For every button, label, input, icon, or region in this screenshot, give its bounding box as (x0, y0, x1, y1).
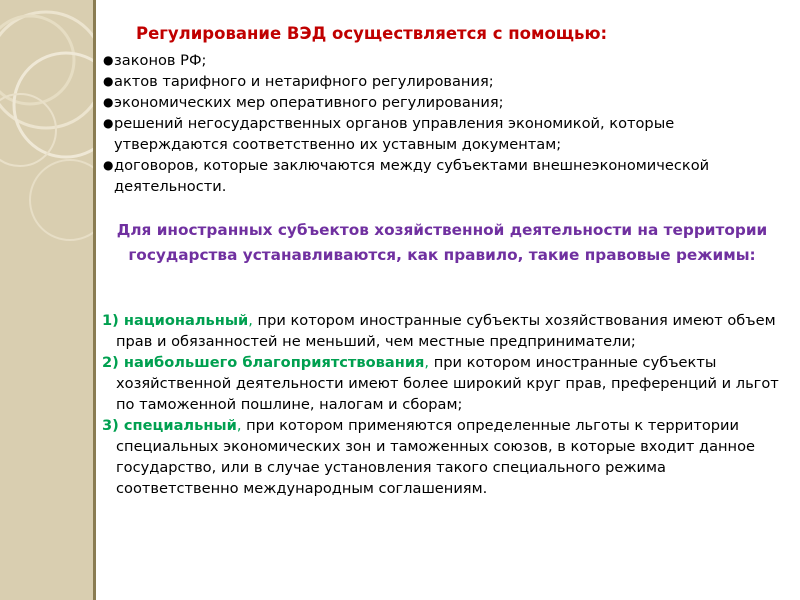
slide-title: Регулирование ВЭД осуществляется с помощью: (136, 24, 608, 43)
regime-description: при котором иностранные субъекты хозяйственной деятельности имеют более широкий круг прав, преференций и льгот по таможенной пошлине, налогам и сборам; (116, 354, 779, 413)
regime-item (102, 310, 782, 352)
bullet-text: законов РФ; (114, 52, 207, 69)
decorative-circles-icon (0, 0, 93, 600)
regime-term: 2) наибольшего благоприятствования (102, 354, 425, 371)
regime-item (102, 415, 782, 499)
regime-description: при котором применяются определенные льготы к территории специальных экономических зон и таможенных союзов, в которые входит данное государство, или в случае установления такого специального режима соответственно международным соглашениям. (116, 417, 755, 497)
regime-separator: , (248, 312, 253, 329)
bullet-dot-icon: ● (103, 158, 114, 172)
bullet-dot-icon: ● (103, 53, 114, 67)
decorative-sidebar (0, 0, 93, 600)
bullet-text: договоров, которые заключаются между субъектами внешнеэкономической деятельности. (114, 157, 710, 195)
regime-description: при котором иностранные субъекты хозяйствования имеют объем прав и обязанностей не меньший, чем местные предприниматели; (116, 312, 776, 350)
slide-content (102, 0, 792, 600)
list-item (102, 155, 782, 197)
bullet-list (102, 50, 782, 197)
regimes-list (102, 310, 782, 499)
bullet-dot-icon: ● (103, 95, 114, 109)
sidebar-divider (93, 0, 96, 600)
regime-separator: , (424, 354, 430, 371)
list-item (102, 71, 782, 92)
regime-item (102, 352, 782, 415)
bullet-text: экономических мер оперативного регулирования; (114, 94, 504, 111)
regime-term: 3) специальный (102, 417, 237, 434)
regime-term: 1) национальный (102, 312, 249, 329)
regime-separator: , (236, 417, 242, 434)
bullet-dot-icon: ● (103, 74, 114, 88)
bullet-dot-icon: ● (103, 116, 114, 130)
bullet-text: решений негосударственных органов управления экономикой, которые утверждаются соответственно их уставным документам; (114, 115, 675, 153)
regimes-subheading: Для иностранных субъектов хозяйственной деятельности на территории государства устанавливаются, как правило, такие правовые режимы: (116, 221, 768, 264)
list-item (102, 113, 782, 155)
bullet-text: актов тарифного и нетарифного регулирования; (114, 73, 494, 90)
list-item (102, 50, 782, 71)
list-item (102, 92, 782, 113)
